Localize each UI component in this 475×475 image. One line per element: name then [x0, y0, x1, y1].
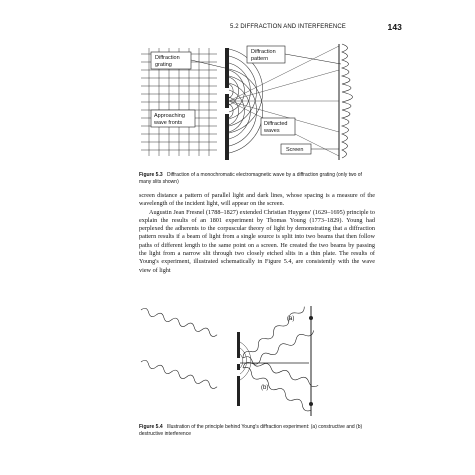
svg-text:waves: waves [264, 128, 280, 134]
label-screen [281, 144, 339, 154]
svg-text:pattern: pattern [251, 56, 269, 62]
svg-text:Diffraction: Diffraction [155, 55, 180, 61]
caption-text: Illustration of the principle behind Young's diffraction experiment: (a) constructive and (b) destructive interference [139, 424, 363, 437]
svg-text:Approaching: Approaching [154, 113, 185, 119]
svg-text:grating: grating [155, 62, 172, 68]
outgoing-waves [241, 304, 319, 413]
paragraph: Augustin Jean Fresnel (1788–1827) extended Christian Huygens' (1629–1695) principle to explain the results of an 1801 experiment by Thomas Young (1773–1829). Young had perplexed the adherents to the corpuscular theory of light by demonstrating that a diffraction pattern results if a beam of light from a single source is split into two beams that then follow paths of different length to the same point on a screen. He created the two beams by passing the light from a narrow slit through two closely etched slits in a thin plate. The results of Young's experiment, illustrated schematically in Figure 5.4, are consistently with the wave view of light [139, 208, 375, 274]
label-diffracted-waves [261, 118, 295, 135]
figure-5-3-caption [139, 172, 375, 186]
page-number: 143 [387, 22, 402, 32]
caption-label: Figure 5.4 [139, 424, 163, 430]
slit-wavefronts [240, 342, 251, 380]
slit-plate [237, 332, 240, 406]
caption-label: Figure 5.3 [139, 172, 163, 178]
label-approaching-wave-fronts [151, 110, 195, 127]
section-title: 5.2 DIFFRACTION AND INTERFERENCE [230, 24, 346, 30]
label-a: (a) [287, 316, 295, 322]
svg-text:Diffracted: Diffracted [264, 121, 288, 127]
svg-text:Diffraction: Diffraction [251, 49, 276, 55]
svg-text:Screen: Screen [286, 147, 304, 153]
figure-5-4 [139, 302, 375, 420]
running-header [196, 22, 402, 34]
label-diffraction-pattern [247, 46, 341, 64]
figure-5-3 [139, 40, 375, 168]
paragraph: screen distance a pattern of parallel light and dark lines, whose spacing is a measure of the wavelength of the incident light, will appear on the screen. [139, 192, 375, 208]
diffraction-grating [225, 48, 229, 160]
figure-5-4-caption [139, 424, 375, 438]
body-text [139, 192, 375, 275]
label-diffraction-grating [151, 52, 225, 69]
caption-text: Diffraction of a monochromatic electromagnetic wave by a diffraction grating (only two of many slits shown) [139, 172, 362, 185]
incident-waves [140, 307, 218, 389]
svg-text:wave fronts: wave fronts [154, 120, 183, 126]
label-b: (b) [261, 385, 269, 391]
intensity-pattern [342, 44, 353, 158]
